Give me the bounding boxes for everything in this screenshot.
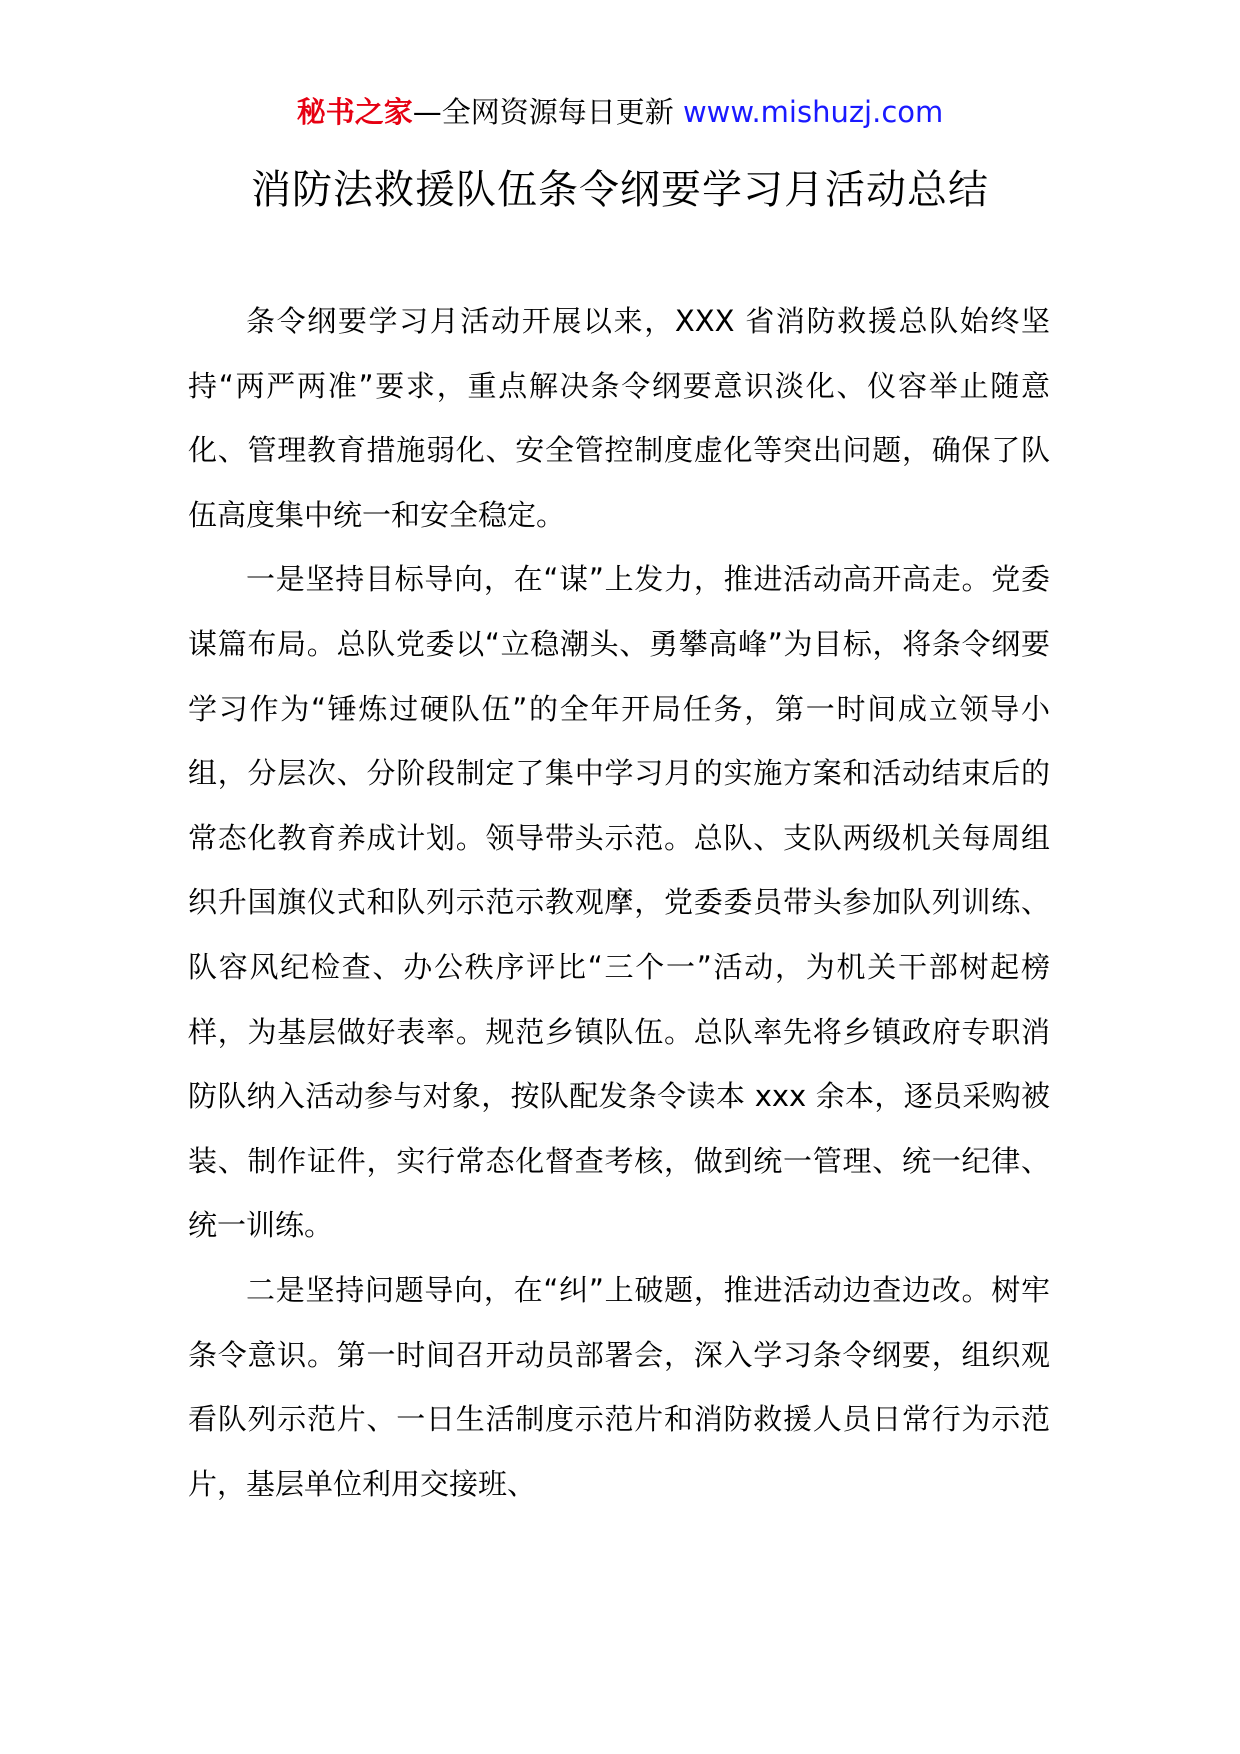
brand-slogan: —全网资源每日更新 — [412, 95, 674, 129]
document-title: 消防法救援队伍条令纲要学习月活动总结 — [251, 167, 989, 213]
paragraph-one: 一是坚持目标导向，在“谋”上发力，推进活动高开高走。党委谋篇布局。总队党委以“立稳潮头、勇攀高峰”为目标，将条令纲要学习作为“锤炼过硬队伍”的全年开局任务，第一时间成立领导小组，分层次、分阶段制定了集中学习月的实施方案和活动结束后的常态化教育养成计划。领导带头示范。总队、支队两级机关每周组织升国旗仪式和队列示范示教观摩，党委委员带头参加队列训练、队容风纪检查、办公秩序评比“三个一”活动，为机关干部树起榜样，为基层做好表率。规范乡镇队伍。总队率先将乡镇政府专职消防队纳入活动参与对象，按队配发条令读本 xxx 余本，逐员采购被装、制作证件，实行常态化督查考核，做到统一管理、统一纪律、统一训练。 — [188, 562, 1050, 1243]
paragraph-intro: 条令纲要学习月活动开展以来，XXX 省消防救援总队始终坚持“两严两准”要求，重点解决条令纲要意识淡化、仪容举止随意化、管理教育措施弱化、安全管控制度虚化等突出问题，确保了队伍高度集中统一和安全稳定。 — [188, 304, 1050, 532]
website-url[interactable]: www.mishuzj.com — [682, 95, 944, 129]
site-header — [0, 92, 1240, 132]
brand-name: 秘书之家 — [296, 95, 413, 129]
paragraph-two: 二是坚持问题导向，在“纠”上破题，推进活动边查边改。树牢条令意识。第一时间召开动员部署会，深入学习条令纲要，组织观看队列示范片、一日生活制度示范片和消防救援人员日常行为示范片，基层单位利用交接班、 — [188, 1272, 1050, 1501]
document-body — [188, 289, 1050, 1516]
